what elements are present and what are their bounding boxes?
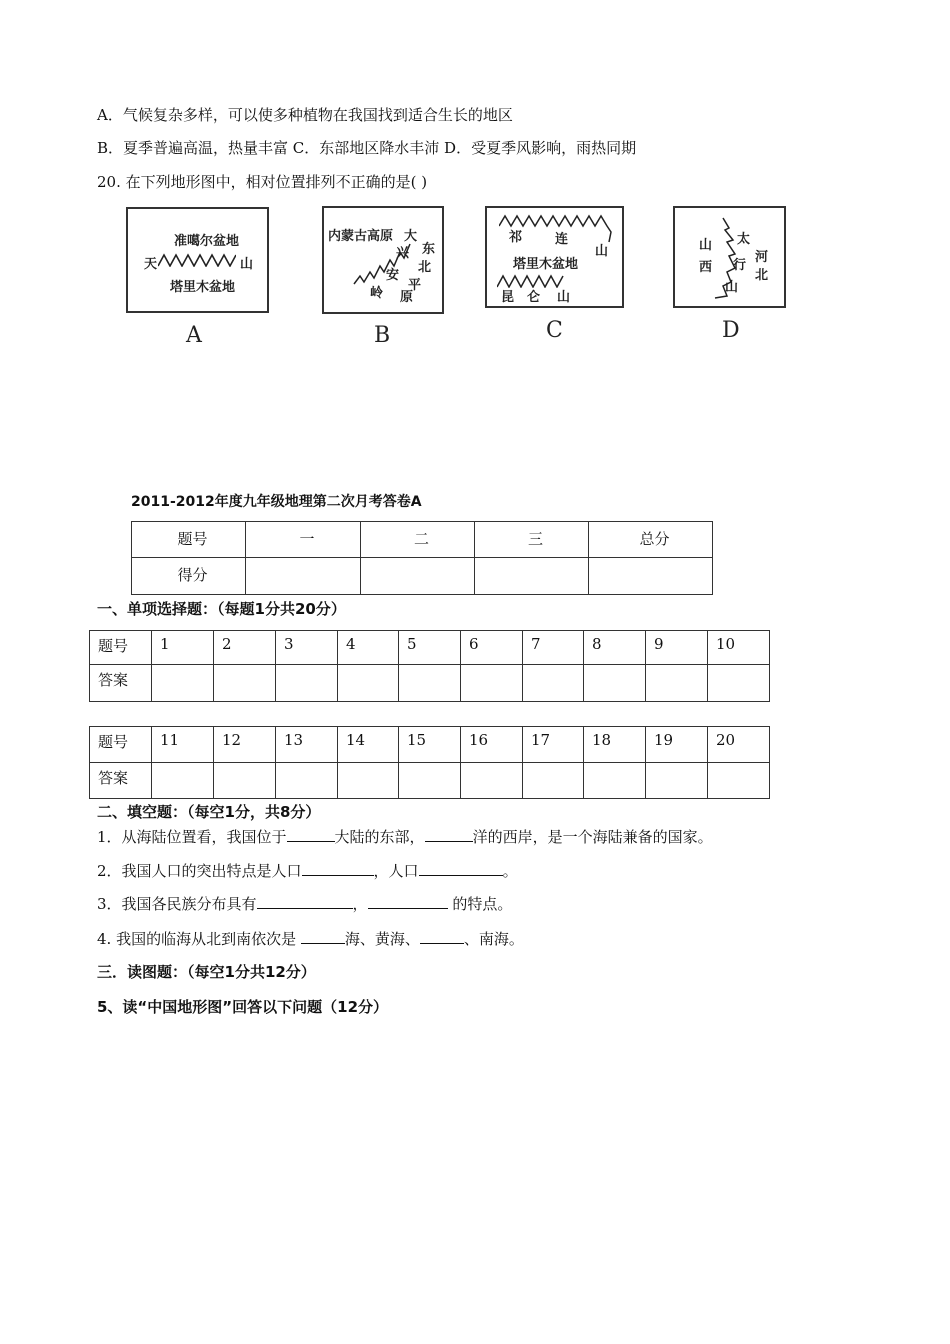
answer-cell[interactable]	[646, 763, 708, 799]
question-number: 12	[214, 727, 276, 763]
answer-cell[interactable]	[338, 763, 399, 799]
fill-blank[interactable]	[302, 861, 374, 876]
map-d-label-2: 西	[699, 260, 713, 275]
table-label-num: 题号	[90, 631, 152, 665]
fill-q2-part-b: ，人口	[373, 862, 419, 880]
score-row-label: 得分	[132, 558, 246, 595]
question-number: 2	[214, 631, 276, 665]
map-b-label-7: 北	[418, 260, 432, 275]
fill-q4-part-b: 海、黄海、	[344, 930, 420, 948]
score-header-num: 题号	[132, 522, 246, 558]
question-number: 16	[461, 727, 523, 763]
fill-blank[interactable]	[368, 894, 448, 909]
answer-table-1	[89, 630, 770, 702]
fill-blank[interactable]	[425, 827, 473, 842]
fill-blank[interactable]	[301, 929, 345, 944]
option-a: A．气候复杂多样，可以使多种植物在我国找到适合生长的地区	[97, 106, 513, 124]
fill-q2-part-c: 。	[502, 862, 518, 880]
question-number: 10	[708, 631, 770, 665]
score-cell[interactable]	[475, 558, 589, 595]
answer-cell[interactable]	[461, 763, 523, 799]
score-table	[131, 521, 713, 595]
fill-q3-part-b: ，	[352, 895, 368, 913]
map-c-label-3: 山	[595, 244, 609, 259]
option-b-c-d: B．夏季普遍高温，热量丰富 C．东部地区降水丰沛 D．受夏季风影响，雨热同期	[97, 139, 637, 157]
answer-cell[interactable]	[523, 763, 584, 799]
map-c-label-6: 仑	[527, 290, 541, 305]
question-number: 19	[646, 727, 708, 763]
answer-table-2	[89, 726, 770, 799]
answer-cell[interactable]	[708, 763, 770, 799]
answer-cell[interactable]	[152, 763, 214, 799]
fill-blank[interactable]	[287, 827, 335, 842]
score-header-2: 二	[361, 522, 475, 558]
answer-cell[interactable]	[399, 665, 461, 702]
fill-question-1	[97, 826, 713, 847]
map-c	[485, 206, 624, 308]
answer-cell[interactable]	[276, 665, 338, 702]
map-b-letter: B	[374, 323, 391, 348]
section-2-title: 二、填空题：（每空1分，共8分）	[97, 803, 321, 821]
answer-cell[interactable]	[276, 763, 338, 799]
question-number: 18	[584, 727, 646, 763]
score-header-total: 总分	[589, 522, 713, 558]
answer-cell[interactable]	[646, 665, 708, 702]
map-c-letter: C	[546, 318, 563, 343]
mountain-range-icon	[158, 253, 236, 267]
map-b-label-2: 大	[404, 229, 418, 244]
map-a-bottom-label: 塔里木盆地	[170, 280, 236, 295]
map-c-label-4: 塔里木盆地	[513, 257, 579, 272]
map-b-label-6: 东	[422, 242, 436, 257]
map-a-letter: A	[186, 323, 202, 348]
question-number: 9	[646, 631, 708, 665]
map-d-letter: D	[722, 318, 740, 343]
fill-q3-part-c: 的特点。	[447, 895, 513, 913]
fill-q2-part-a: 2．我国人口的突出特点是人口	[97, 862, 302, 880]
fill-blank[interactable]	[420, 929, 464, 944]
question-number: 7	[523, 631, 584, 665]
map-c-label-7: 山	[557, 290, 571, 305]
map-c-label-5: 昆	[501, 290, 515, 305]
fill-q1-part-c: 洋的西岸，是一个海陆兼备的国家。	[472, 828, 713, 846]
answer-sheet-title: 2011-2012年度九年级地理第二次月考答卷A	[131, 494, 422, 510]
answer-cell[interactable]	[399, 763, 461, 799]
table-label-num: 题号	[90, 727, 152, 763]
answer-cell[interactable]	[461, 665, 523, 702]
question-number: 15	[399, 727, 461, 763]
question-number: 6	[461, 631, 523, 665]
fill-question-4	[97, 928, 524, 949]
map-a	[126, 207, 269, 313]
map-d-label-3: 太	[737, 232, 751, 247]
score-header-3: 三	[475, 522, 589, 558]
answer-cell[interactable]	[214, 763, 276, 799]
question-number: 1	[152, 631, 214, 665]
question-number: 8	[584, 631, 646, 665]
map-d-label-5: 山	[725, 280, 739, 295]
fill-q4-part-a: 4. 我国的临海从北到南依次是	[97, 930, 301, 948]
question-number: 4	[338, 631, 399, 665]
mountain-range-icon	[705, 216, 745, 300]
score-header-1: 一	[246, 522, 361, 558]
map-b-label-4: 安	[386, 268, 400, 283]
fill-question-2	[97, 860, 518, 881]
section-3-title: 三．读图题：（每空1分共12分）	[97, 963, 316, 981]
fill-q1-part-a: 1．从海陆位置看，我国位于	[97, 828, 287, 846]
answer-cell[interactable]	[708, 665, 770, 702]
map-b-label-8: 平	[408, 278, 422, 293]
map-b-label-1: 内蒙古高原	[328, 229, 394, 244]
map-b-label-9: 原	[400, 290, 414, 305]
answer-cell[interactable]	[338, 665, 399, 702]
question-20: 20. 在下列地形图中，相对位置排列不正确的是( )	[97, 173, 428, 191]
score-cell[interactable]	[361, 558, 475, 595]
fill-blank[interactable]	[419, 861, 503, 876]
score-cell[interactable]	[589, 558, 713, 595]
map-d-label-7: 北	[755, 268, 769, 283]
answer-cell[interactable]	[584, 665, 646, 702]
map-d-label-4: 行	[733, 258, 747, 273]
map-a-right-label: 山	[240, 257, 254, 272]
map-d	[673, 206, 786, 308]
fill-q4-part-c: 、南海。	[463, 930, 524, 948]
question-number: 13	[276, 727, 338, 763]
fill-q1-part-b: 大陆的东部，	[334, 828, 425, 846]
map-a-top-label: 准噶尔盆地	[174, 234, 240, 249]
fill-question-3	[97, 893, 512, 914]
section-1-title: 一、单项选择题：（每题1分共20分）	[97, 600, 346, 618]
question-number: 5	[399, 631, 461, 665]
map-d-label-6: 河	[755, 250, 769, 265]
map-a-left-label: 天	[144, 257, 158, 272]
map-b	[322, 206, 444, 314]
map-b-label-3: 兴	[396, 246, 410, 261]
table-label-ans: 答案	[90, 763, 152, 799]
answer-cell[interactable]	[584, 763, 646, 799]
answer-cell[interactable]	[152, 665, 214, 702]
answer-cell[interactable]	[214, 665, 276, 702]
map-c-label-2: 连	[555, 232, 569, 247]
map-d-label-1: 山	[699, 238, 713, 253]
answer-cell[interactable]	[523, 665, 584, 702]
question-number: 3	[276, 631, 338, 665]
mountain-range-icon	[352, 238, 412, 288]
question-number: 11	[152, 727, 214, 763]
fill-blank[interactable]	[257, 894, 353, 909]
fill-q3-part-a: 3．我国各民族分布具有	[97, 895, 257, 913]
question-number: 17	[523, 727, 584, 763]
question-5: 5、读“中国地形图”回答以下问题（12分）	[97, 998, 389, 1016]
question-number: 14	[338, 727, 399, 763]
map-c-label-1: 祁	[509, 230, 523, 245]
question-number: 20	[708, 727, 770, 763]
score-cell[interactable]	[246, 558, 361, 595]
table-label-ans: 答案	[90, 665, 152, 702]
map-b-label-5: 岭	[370, 286, 384, 301]
